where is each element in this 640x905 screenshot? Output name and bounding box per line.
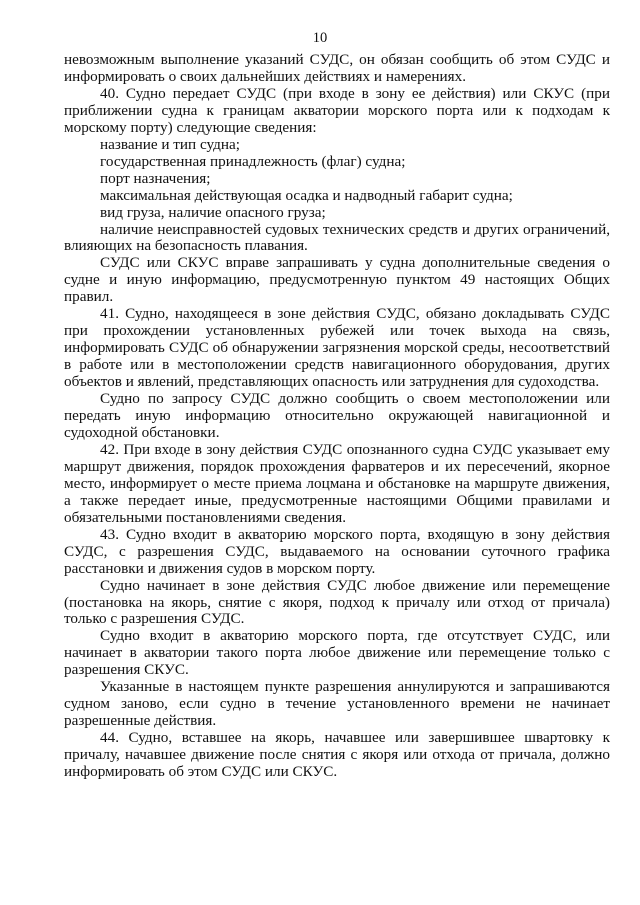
paragraph: 43. Судно входит в акваторию морского порта, входящую в зону действия СУДС, с разрешения СУДС, выдаваемого на основании суточного графика расстановки и движения судов в морском порту. (64, 525, 610, 577)
paragraph: 40. Судно передает СУДС (при входе в зону ее действия) или СКУС (при приближении судна к границам акватории морского порта или к подходам к морскому порту) следующие сведения: (64, 84, 610, 136)
paragraph: 41. Судно, находящееся в зоне действия СУДС, обязано докладывать СУДС при прохождении установленных рубежей или точек выхода на связь, информировать СУДС об обнаружении загрязнения морской среды, несоответствий в работе или в местоположении средств навигационного оборудования, других объектов и явлений, представляющих опасность или затруднения для судоходства. (64, 305, 610, 391)
paragraph: невозможным выполнение указаний СУДС, он обязан сообщить об этом СУДС и информировать о своих дальнейших действиях и намерениях. (64, 51, 610, 85)
paragraph: наличие неисправностей судовых технических средств и других ограничений, влияющих на безопасность плавания. (64, 220, 610, 255)
page-number: 10 (312, 30, 328, 46)
paragraph: Судно по запросу СУДС должно сообщить о своем местоположении или передать иную информацию относительно окружающей навигационной и судоходной обстановки. (64, 390, 610, 441)
list-item: название и тип судна; (100, 135, 240, 153)
list-item: максимальная действующая осадка и надводный габарит судна; (100, 186, 513, 204)
paragraph: Судно входит в акваторию морского порта, где отсутствует СУДС, или начинает в акватории такого порта любое движение или перемещение только с разрешения СКУС. (64, 627, 610, 679)
list-item: порт назначения; (100, 169, 211, 187)
paragraph: СУДС или СКУС вправе запрашивать у судна дополнительные сведения о судне и иную информацию, предусмотренную пунктом 49 настоящих Общих правил. (64, 254, 610, 306)
list-item: вид груза, наличие опасного груза; (100, 203, 326, 221)
paragraph: 44. Судно, вставшее на якорь, начавшее или завершившее швартовку к причалу, начавшее движение после снятия с якоря или отхода от причала, должно информировать об этом СУДС или СКУС. (64, 729, 610, 781)
document-body (64, 52, 610, 781)
paragraph: Указанные в настоящем пункте разрешения аннулируются и запрашиваются судном заново, если судно в течение установленного времени не начинает разрешенные действия. (64, 678, 610, 730)
list-item: государственная принадлежность (флаг) судна; (100, 152, 406, 170)
paragraph: Судно начинает в зоне действия СУДС любое движение или перемещение (постановка на якорь, снятие с якоря, подход к причалу или отход от причала) только с разрешения СУДС. (64, 576, 610, 628)
paragraph: 42. При входе в зону действия СУДС опознанного судна СУДС указывает ему маршрут движения, порядок прохождения фарватеров и их пересечений, якорное место, информирует о месте приема лоцмана и обстановке на маршруте движения, а также передает иные, предусмотренные настоящими Общими правилами и обязательными постановлениями сведения. (64, 440, 610, 526)
